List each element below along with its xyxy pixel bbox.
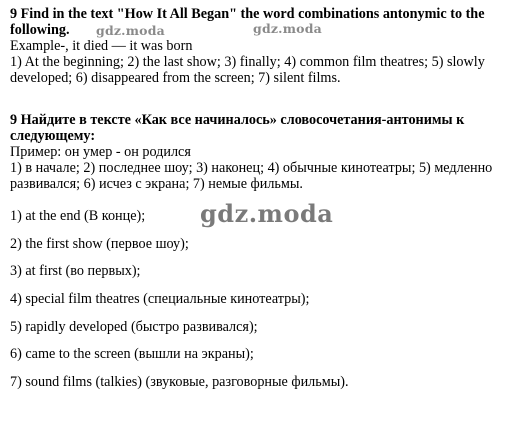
watermark-small-left: gdz.moda: [96, 23, 165, 38]
russian-heading: 9 Найдите в тексте «Как все начиналось» словосочетания-антонимы к следующему:: [10, 112, 465, 144]
answer-2: 2) the first show (первое шоу);: [10, 236, 189, 252]
watermark-large: gdz.moda: [200, 199, 334, 228]
english-heading: 9 Find in the text "How It All Began" the word combinations antonymic to the following.: [10, 6, 485, 38]
russian-task: [10, 112, 500, 192]
answer-5: 5) rapidly developed (быстро развивался);: [10, 319, 258, 335]
answer-6: 6) came to the screen (вышли на экраны);: [10, 346, 254, 362]
english-items: 1) At the beginning; 2) the last show; 3) finally; 4) common film theatres; 5) slowly developed; 6) disappeared from the screen; 7) silent films.: [10, 54, 485, 86]
answer-3: 3) at first (во первых);: [10, 263, 141, 279]
russian-items: 1) в начале; 2) последнее шоу; 3) наконец; 4) обычные кинотеатры; 5) медленно развивался; 6) исчез с экрана; 7) немые фильмы.: [10, 160, 493, 192]
english-task: [10, 6, 500, 86]
answer-1: 1) at the end (В конце);: [10, 208, 146, 224]
answer-7: 7) sound films (talkies) (звуковые, разговорные фильмы).: [10, 374, 349, 390]
russian-example: Пример: он умер - он родился: [10, 144, 191, 160]
answer-4: 4) special film theatres (специальные кинотеатры);: [10, 291, 310, 307]
english-example: Example-, it died — it was born: [10, 38, 193, 54]
watermark-small-right: gdz.moda: [253, 21, 322, 36]
